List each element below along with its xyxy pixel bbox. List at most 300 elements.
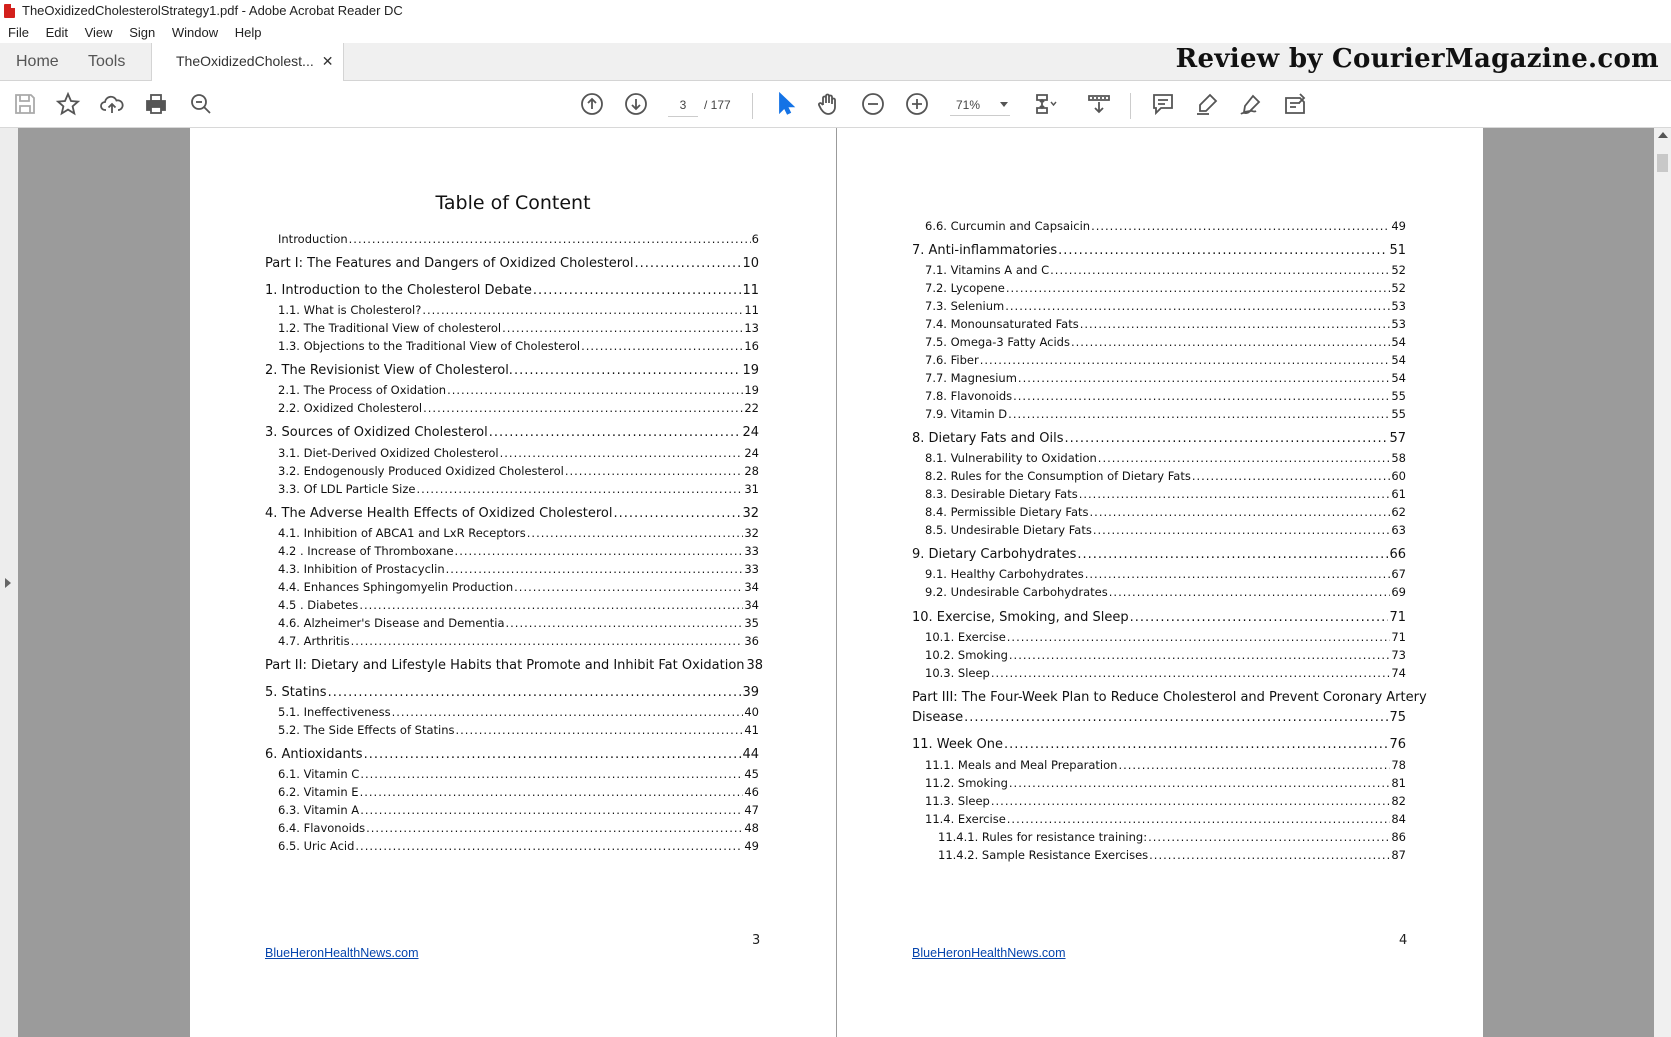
- dot-leader: [1109, 585, 1391, 599]
- toc-entry[interactable]: [925, 389, 1406, 403]
- toc-entry-page: 32: [744, 526, 759, 540]
- toc-entry-page: 84: [1391, 812, 1406, 826]
- toc-entry[interactable]: [925, 666, 1406, 680]
- toc-entry-title: 8.1. Vulnerability to Oxidation: [925, 451, 1097, 465]
- toc-entry-title: Introduction: [278, 232, 348, 246]
- dot-leader: [991, 666, 1390, 680]
- toc-entry-page: 82: [1391, 794, 1406, 808]
- toc-entry-page: 54: [1391, 335, 1406, 349]
- dot-leader: [360, 803, 743, 817]
- toc-entry-title: 11.4.2. Sample Resistance Exercises: [938, 848, 1149, 862]
- toc-entry[interactable]: [278, 785, 759, 799]
- toc-entry[interactable]: [925, 487, 1406, 501]
- toc-entry[interactable]: [265, 658, 764, 673]
- vertical-scrollbar[interactable]: [1654, 128, 1671, 1037]
- toc-entry-page: 52: [1391, 281, 1406, 295]
- toc-entry-title: 8.4. Permissible Dietary Fats: [925, 505, 1089, 519]
- toc-entry[interactable]: [265, 506, 759, 521]
- toc-entry-title: Part II: Dietary and Lifestyle Habits that Promote and Inhibit Fat Oxidation: [265, 658, 745, 673]
- toc-entry[interactable]: [938, 848, 1406, 862]
- dot-leader: [455, 544, 744, 558]
- toc-entry[interactable]: [925, 317, 1406, 331]
- toc-entry[interactable]: [925, 219, 1406, 233]
- toc-entry[interactable]: [278, 339, 759, 353]
- left-panel-toggle[interactable]: [0, 128, 18, 1037]
- toc-entry[interactable]: [925, 585, 1406, 599]
- toc-entry-title: 4.4. Enhances Sphingomyelin Production: [278, 580, 514, 594]
- toc-entry-title: 6.5. Uric Acid: [278, 839, 355, 853]
- toc-entry-page: 38: [746, 658, 764, 673]
- menu-bar: [0, 22, 1671, 43]
- toc-entry[interactable]: [925, 353, 1406, 367]
- toc-entry-page: 39: [742, 685, 759, 700]
- toc-entry[interactable]: [278, 446, 759, 460]
- toc-entry[interactable]: [278, 803, 759, 817]
- toc-entry[interactable]: [278, 464, 759, 478]
- page-number: 3: [752, 933, 761, 948]
- toc-entry-title: 10.1. Exercise: [925, 630, 1006, 644]
- toc-entry-page: 41: [744, 723, 759, 737]
- menu-window[interactable]: Window: [171, 25, 219, 40]
- toc-entry-page: 49: [1391, 219, 1406, 233]
- scroll-mode-icon[interactable]: [1084, 89, 1114, 119]
- toc-entry[interactable]: [278, 232, 759, 246]
- menu-help[interactable]: Help: [234, 25, 262, 40]
- dot-leader: [533, 283, 742, 298]
- toc-entry[interactable]: [925, 794, 1406, 808]
- page-total: / 177: [704, 98, 731, 112]
- zoom-out-icon[interactable]: [858, 89, 888, 119]
- highlight-icon[interactable]: [1192, 89, 1222, 119]
- brand-watermark: Review by CourierMagazine.com: [1175, 44, 1659, 74]
- dot-leader: [1004, 737, 1388, 752]
- toc-entry-title: 7.4. Monounsaturated Fats: [925, 317, 1079, 331]
- toc-entry-page: 46: [744, 785, 759, 799]
- tab-tools[interactable]: Tools: [88, 53, 126, 70]
- dot-leader: [1118, 758, 1390, 772]
- toc-entry-page: 55: [1391, 389, 1406, 403]
- toc-entry-title: 10.3. Sleep: [925, 666, 990, 680]
- dot-leader: [1098, 451, 1391, 465]
- toc-entry[interactable]: [925, 567, 1406, 581]
- zoom-level-value: 71%: [956, 98, 981, 112]
- toc-entry-title: 5.2. The Side Effects of Statins: [278, 723, 455, 737]
- toc-entry-title: 11. Week One: [912, 737, 1004, 752]
- toc-entry[interactable]: [265, 685, 759, 700]
- toc-entry-title: 1.2. The Traditional View of cholesterol: [278, 321, 502, 335]
- dot-leader: [1093, 523, 1391, 537]
- toc-entry-page: 31: [744, 482, 759, 496]
- toc-entry[interactable]: [912, 243, 1406, 258]
- print-icon[interactable]: [141, 89, 171, 119]
- toc-entry[interactable]: [278, 839, 759, 853]
- dot-leader: [360, 767, 743, 781]
- toc-entry-title: 2.1. The Process of Oxidation: [278, 383, 447, 397]
- scroll-up-icon[interactable]: [1658, 132, 1668, 138]
- toc-entry[interactable]: [925, 371, 1406, 385]
- dot-leader: [1013, 389, 1390, 403]
- dot-leader: [991, 794, 1390, 808]
- dot-leader: [489, 425, 742, 440]
- chevron-down-icon: [1000, 102, 1008, 107]
- toc-entry-page: 13: [744, 321, 759, 335]
- toc-entry[interactable]: [925, 505, 1406, 519]
- dot-leader: [1009, 648, 1390, 662]
- toc-entry[interactable]: [278, 723, 759, 737]
- toc-entry[interactable]: [278, 482, 759, 496]
- toc-entry-title: 9.1. Healthy Carbohydrates: [925, 567, 1084, 581]
- toc-entry-title: 8. Dietary Fats and Oils: [912, 431, 1064, 446]
- dot-leader: [1085, 567, 1391, 581]
- toc-entry-page: 53: [1391, 299, 1406, 313]
- toc-entry[interactable]: Part III: The Four-Week Plan to Reduce Cholesterol and Prevent Coronary Artery: [912, 690, 1427, 705]
- toc-entry-title: 7.1. Vitamins A and C: [925, 263, 1050, 277]
- toc-entry-title: 9. Dietary Carbohydrates: [912, 547, 1077, 562]
- dot-leader: [581, 339, 743, 353]
- dot-leader: [1009, 776, 1390, 790]
- toc-entry-page: 28: [744, 464, 759, 478]
- toc-entry-title: 7.3. Selenium: [925, 299, 1005, 313]
- tab-home[interactable]: Home: [16, 53, 59, 70]
- next-page-icon[interactable]: [621, 89, 651, 119]
- page-number: 4: [1399, 933, 1408, 948]
- toc-entry-page: 34: [744, 580, 759, 594]
- select-cursor-icon[interactable]: [770, 89, 800, 119]
- toc-entry-page: 10: [742, 256, 759, 271]
- toc-entry-page: 6: [751, 232, 759, 246]
- toc-entry-page: 53: [1391, 317, 1406, 331]
- prev-page-icon[interactable]: [577, 89, 607, 119]
- dot-leader: [1007, 630, 1391, 644]
- toc-entry-page: 57: [1389, 431, 1406, 446]
- toc-entry-title: 3.3. Of LDL Particle Size: [278, 482, 416, 496]
- toc-entry-page: 81: [1391, 776, 1406, 790]
- toc-entry-page: 71: [1389, 610, 1406, 625]
- dot-leader: [416, 482, 743, 496]
- toc-entry-title: 4.7. Arthritis: [278, 634, 350, 648]
- toc-entry-title: 7.7. Magnesium: [925, 371, 1017, 385]
- dot-leader: [514, 363, 742, 378]
- title-bar: [0, 0, 1671, 22]
- expand-arrow-icon[interactable]: [5, 578, 11, 588]
- toc-entry-title: 4.5 . Diabetes: [278, 598, 359, 612]
- toc-entry[interactable]: [278, 634, 759, 648]
- toc-entry-title: 6.1. Vitamin C: [278, 767, 360, 781]
- toc-entry[interactable]: [265, 256, 759, 271]
- toc-entry-title: 6.6. Curcumin and Capsaicin: [925, 219, 1091, 233]
- dot-leader: [446, 562, 744, 576]
- toc-entry[interactable]: [925, 523, 1406, 537]
- dot-leader: [1149, 848, 1390, 862]
- close-icon[interactable]: ✕: [321, 53, 334, 69]
- toc-entry-title: 2. The Revisionist View of Cholesterol.: [265, 363, 513, 378]
- toc-entry-page: 44: [742, 747, 759, 762]
- toc-entry-title: 1. Introduction to the Cholesterol Debate: [265, 283, 532, 298]
- toolbar-divider: [1130, 93, 1131, 119]
- toc-entry[interactable]: [925, 758, 1406, 772]
- dot-leader: [1071, 335, 1390, 349]
- toc-entry-page: 62: [1391, 505, 1406, 519]
- hand-icon[interactable]: [814, 89, 844, 119]
- menu-file[interactable]: File: [8, 25, 29, 40]
- toc-entry-page: 69: [1391, 585, 1406, 599]
- toc-entry-page: 34: [744, 598, 759, 612]
- toc-entry[interactable]: [265, 283, 759, 298]
- zoom-in-icon[interactable]: [902, 89, 932, 119]
- toc-entry-page: 63: [1391, 523, 1406, 537]
- toolbar-divider: [752, 93, 753, 119]
- dot-leader: [1050, 263, 1390, 277]
- toc-entry-title: 8.5. Undesirable Dietary Fats: [925, 523, 1092, 537]
- dot-leader: [328, 685, 742, 700]
- toc-entry[interactable]: [925, 776, 1406, 790]
- dot-leader: [1192, 469, 1391, 483]
- dot-leader: [502, 321, 743, 335]
- toc-entry-title: 7.8. Flavonoids: [925, 389, 1013, 403]
- toc-entry[interactable]: [278, 705, 759, 719]
- toc-entry[interactable]: [278, 821, 759, 835]
- toc-entry-title: 4. The Adverse Health Effects of Oxidized Cholesterol: [265, 506, 613, 521]
- toc-entry-page: 71: [1391, 630, 1406, 644]
- tab-document-label: TheOxidizedCholest...: [176, 53, 314, 69]
- toc-entry-page: 24: [744, 446, 759, 460]
- toc-entry[interactable]: [278, 321, 759, 335]
- dot-leader: [423, 401, 743, 415]
- toc-entry-page: 52: [1391, 263, 1406, 277]
- toc-entry-title: 8.3. Desirable Dietary Fats: [925, 487, 1078, 501]
- toc-entry-page: 19: [744, 383, 759, 397]
- dot-leader: [514, 580, 743, 594]
- toc-entry-title: 4.1. Inhibition of ABCA1 and LxR Receptors: [278, 526, 526, 540]
- toc-entry[interactable]: [265, 363, 759, 378]
- toc-entry-page: 67: [1391, 567, 1406, 581]
- toc-entry-title: 10.2. Smoking: [925, 648, 1008, 662]
- footer-link[interactable]: BlueHeronHealthNews.com: [265, 946, 419, 960]
- dot-leader: [456, 723, 744, 737]
- toc-entry[interactable]: [925, 407, 1406, 421]
- toc-entry-page: 51: [1389, 243, 1406, 258]
- toc-entry[interactable]: [925, 451, 1406, 465]
- toc-entry-page: 24: [742, 425, 759, 440]
- toc-entry-page: 22: [744, 401, 759, 415]
- toc-entry-page: 33: [744, 562, 759, 576]
- toc-entry[interactable]: [278, 383, 759, 397]
- toc-entry-title: 4.3. Inhibition of Prostacyclin: [278, 562, 445, 576]
- toc-entry[interactable]: [278, 580, 759, 594]
- toc-entry-page: 40: [744, 705, 759, 719]
- toc-entry-page: 60: [1391, 469, 1406, 483]
- save-icon[interactable]: [10, 89, 40, 119]
- toc-entry-page: 54: [1391, 371, 1406, 385]
- dot-leader: [1091, 219, 1390, 233]
- toc-entry[interactable]: [925, 469, 1406, 483]
- toc-entry-title: 3. Sources of Oxidized Cholesterol: [265, 425, 488, 440]
- toc-entry[interactable]: [925, 263, 1406, 277]
- dot-leader: [506, 616, 744, 630]
- toc-entry-page: 66: [1389, 547, 1406, 562]
- toc-entry-page: 32: [742, 506, 759, 521]
- toc-entry-title: 6.2. Vitamin E: [278, 785, 359, 799]
- toc-entry-title: 9.2. Undesirable Carbohydrates: [925, 585, 1108, 599]
- tab-document[interactable]: [151, 43, 344, 81]
- bookmark-star-icon[interactable]: [53, 89, 83, 119]
- toc-entry[interactable]: [912, 610, 1406, 625]
- toc-entry[interactable]: [278, 544, 759, 558]
- dot-leader: [1005, 299, 1390, 313]
- toc-entry-page: 74: [1391, 666, 1406, 680]
- toc-entry-title: 3.2. Endogenously Produced Oxidized Cholesterol: [278, 464, 564, 478]
- toc-entry[interactable]: [278, 598, 759, 612]
- toc-entry-page: 76: [1389, 737, 1406, 752]
- toc-entry-page: 86: [1391, 830, 1406, 844]
- dot-leader: [1080, 317, 1391, 331]
- toc-entry-page: 87: [1391, 848, 1406, 862]
- toc-entry-title: 7.9. Vitamin D: [925, 407, 1008, 421]
- toc-entry-title: 4.2 . Increase of Thromboxane: [278, 544, 454, 558]
- dot-leader: [1006, 281, 1391, 295]
- toc-entry-title: 4.6. Alzheimer's Disease and Dementia: [278, 616, 505, 630]
- dot-leader: [565, 464, 744, 478]
- dot-leader: [527, 526, 744, 540]
- toc-entry-title: 11.4. Exercise: [925, 812, 1006, 826]
- zoom-level-select[interactable]: [950, 94, 1010, 116]
- search-zoom-icon[interactable]: [186, 89, 216, 119]
- toc-entry[interactable]: [265, 747, 759, 762]
- toc-entry-title: 11.4.1. Rules for resistance training:: [938, 830, 1148, 844]
- toc-entry-title: 6.4. Flavonoids: [278, 821, 366, 835]
- dot-leader: [1079, 487, 1391, 501]
- toc-entry[interactable]: [925, 648, 1406, 662]
- toc-entry[interactable]: [925, 281, 1406, 295]
- dot-leader: [1007, 812, 1391, 826]
- toc-entry-title: 7.2. Lycopene: [925, 281, 1005, 295]
- toc-entry-title: 5. Statins: [265, 685, 327, 700]
- toolbar: [0, 81, 1671, 128]
- sign-icon[interactable]: [1236, 89, 1266, 119]
- dot-leader: [1148, 830, 1390, 844]
- dot-leader: [1077, 547, 1388, 562]
- toc-entry-title: 1.1. What is Cholesterol?: [278, 303, 422, 317]
- toc-entry[interactable]: [912, 547, 1406, 562]
- toc-entry-page: 78: [1391, 758, 1406, 772]
- menu-view[interactable]: View: [84, 25, 113, 40]
- toc-entry-title: 7.5. Omega-3 Fatty Acids: [925, 335, 1070, 349]
- toc-entry-page: 33: [744, 544, 759, 558]
- toc-entry-page: 19: [742, 363, 759, 378]
- toc-entry-title: 1.3. Objections to the Traditional View of Cholesterol: [278, 339, 581, 353]
- toc-entry[interactable]: [938, 830, 1406, 844]
- toc-entry-page: 75: [1389, 710, 1406, 725]
- page-number-input[interactable]: 3: [668, 94, 698, 117]
- toc-entry-page: 11: [742, 283, 759, 298]
- toc-entry-title: 8.2. Rules for the Consumption of Dietary Fats: [925, 469, 1191, 483]
- fill-sign-icon[interactable]: [1280, 89, 1310, 119]
- toc-entry[interactable]: [925, 630, 1406, 644]
- toc-entry-title: 3.1. Diet-Derived Oxidized Cholesterol: [278, 446, 499, 460]
- toc-entry[interactable]: [278, 616, 759, 630]
- toc-entry[interactable]: [925, 299, 1406, 313]
- toc-entry-title: 2.2. Oxidized Cholesterol: [278, 401, 423, 415]
- toc-entry-title: 7. Anti-inflammatories: [912, 243, 1058, 258]
- toc-entry[interactable]: [278, 401, 759, 415]
- toc-entry-page: 47: [744, 803, 759, 817]
- dot-leader: [1064, 431, 1388, 446]
- toc-entry-title: Disease: [912, 710, 964, 725]
- pdf-page-4: [837, 128, 1483, 1037]
- comment-icon[interactable]: [1148, 89, 1178, 119]
- toc-entry[interactable]: [278, 562, 759, 576]
- window-title: TheOxidizedCholesterolStrategy1.pdf - Adobe Acrobat Reader DC: [22, 3, 403, 18]
- toc-entry[interactable]: [912, 710, 1406, 725]
- dot-leader: [500, 446, 744, 460]
- toc-entry-title: 6. Antioxidants: [265, 747, 363, 762]
- dot-leader: [980, 353, 1391, 367]
- toc-entry[interactable]: [925, 812, 1406, 826]
- dot-leader: [964, 710, 1388, 725]
- upload-cloud-icon[interactable]: [97, 89, 127, 119]
- toc-entry-title: Part I: The Features and Dangers of Oxidized Cholesterol: [265, 256, 634, 271]
- toc-entry-page: 11: [744, 303, 759, 317]
- toc-entry-page: 61: [1391, 487, 1406, 501]
- dot-leader: [351, 634, 744, 648]
- dot-leader: [349, 232, 751, 246]
- toc-entry[interactable]: [278, 767, 759, 781]
- menu-edit[interactable]: Edit: [45, 25, 68, 40]
- dot-leader: [360, 785, 744, 799]
- toc-entry-title: 10. Exercise, Smoking, and Sleep: [912, 610, 1129, 625]
- toc-entry[interactable]: [912, 431, 1406, 446]
- dot-leader: [1018, 371, 1390, 385]
- toc-entry[interactable]: [265, 425, 759, 440]
- toc-entry[interactable]: [912, 737, 1406, 752]
- scrollbar-thumb[interactable]: [1657, 154, 1668, 172]
- dot-leader: [1090, 505, 1391, 519]
- dot-leader: [1058, 243, 1388, 258]
- toc-entry-page: 16: [744, 339, 759, 353]
- dot-leader: [366, 821, 743, 835]
- toc-entry-page: 45: [744, 767, 759, 781]
- toc-heading: Table of Content: [435, 192, 591, 214]
- footer-link[interactable]: BlueHeronHealthNews.com: [912, 946, 1066, 960]
- pdf-page-3: [190, 128, 836, 1037]
- dot-leader: [634, 256, 741, 271]
- toc-entry-title: 11.2. Smoking: [925, 776, 1008, 790]
- fit-page-icon[interactable]: [1030, 89, 1060, 119]
- toc-entry-page: 73: [1391, 648, 1406, 662]
- toc-entry-title: 5.1. Ineffectiveness: [278, 705, 391, 719]
- dot-leader: [1130, 610, 1389, 625]
- toc-entry-page: 55: [1391, 407, 1406, 421]
- toc-entry-title: 7.6. Fiber: [925, 353, 979, 367]
- dot-leader: [422, 303, 743, 317]
- toc-entry[interactable]: [278, 526, 759, 540]
- menu-sign[interactable]: Sign: [129, 25, 156, 40]
- pdf-file-icon: [4, 4, 15, 18]
- toc-entry-page: 49: [744, 839, 759, 853]
- dot-leader: [355, 839, 743, 853]
- toc-entry[interactable]: [278, 303, 759, 317]
- toc-entry-title: 6.3. Vitamin A: [278, 803, 360, 817]
- dot-leader: [1008, 407, 1390, 421]
- dot-leader: [364, 747, 742, 762]
- toc-entry-page: 35: [744, 616, 759, 630]
- toc-entry-title: 11.1. Meals and Meal Preparation: [925, 758, 1118, 772]
- toc-entry[interactable]: [925, 335, 1406, 349]
- toc-entry-page: 36: [744, 634, 759, 648]
- toc-entry-page: 54: [1391, 353, 1406, 367]
- dot-leader: [613, 506, 741, 521]
- toc-entry-title: 11.3. Sleep: [925, 794, 990, 808]
